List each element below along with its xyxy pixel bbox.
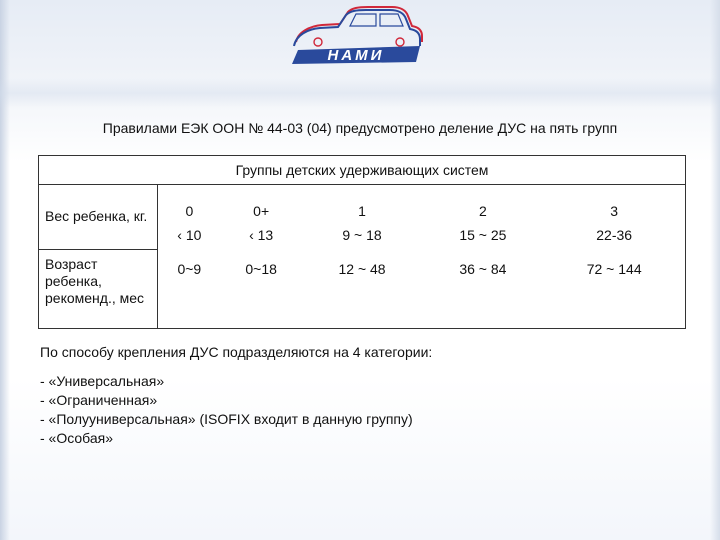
car-outline-blue (294, 10, 420, 46)
car-outline-red (296, 7, 422, 42)
group-0plus: 0+ (253, 203, 270, 219)
nami-logo (288, 2, 428, 74)
wheel-right-icon (396, 38, 404, 46)
category-item: - «Особая» (40, 430, 114, 446)
mounting-methods-text: По способу крепления ДУС подразделяются на 4 категории: (40, 344, 433, 360)
group-2: 2 (479, 203, 487, 219)
age-label: Возраст ребенка, рекоменд., мес (39, 249, 158, 329)
table-header: Группы детских удерживающих систем (39, 156, 686, 185)
group-3: 3 (543, 185, 685, 222)
weight-1: 9 ~ 18 (342, 227, 382, 243)
header-band (0, 78, 720, 108)
age-2: 36 ~ 84 (422, 249, 543, 329)
categories-list (40, 372, 413, 448)
logo-wordmark: НАМИ (327, 47, 385, 64)
weight-0: ‹ 10 (177, 227, 202, 243)
group-0: 0 (185, 203, 194, 219)
weight-2: 15 ~ 25 (459, 227, 507, 243)
group-1: 1 (358, 203, 366, 219)
weight-3: 22-36 (543, 221, 685, 249)
category-item: - «Ограниченная» (40, 392, 158, 408)
age-3: 72 ~ 144 (543, 249, 685, 329)
category-item: - «Универсальная» (40, 373, 165, 389)
age-0: 0~9 (158, 249, 221, 329)
wheel-left-icon (314, 38, 322, 46)
weight-label: Вес ребенка, кг. (39, 185, 158, 250)
category-item: - «Полууниверсальная» (ISOFIX входит в данную группу) (40, 411, 413, 427)
slide-title: Правилами ЕЭК ООН № 44-03 (04) предусмотрено деление ДУС на пять групп (102, 120, 618, 136)
child-restraint-groups-table (38, 155, 686, 329)
weight-0plus: ‹ 13 (249, 227, 274, 243)
age-1: 12 ~ 48 (302, 249, 423, 329)
age-0plus: 0~18 (221, 249, 302, 329)
